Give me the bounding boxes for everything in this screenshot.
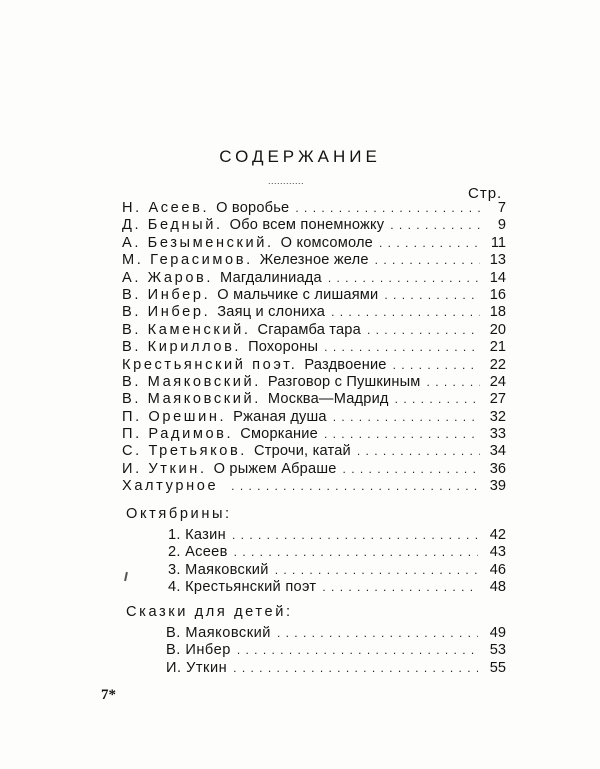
toc-entry	[122, 443, 506, 460]
toc-entry	[122, 426, 506, 443]
page-title: СОДЕРЖАНИЕ	[219, 147, 381, 166]
entry-author: В. Маяковский.	[122, 373, 261, 390]
entry-author: А. Безыменский.	[122, 234, 274, 251]
entry-author: В. Инбер.	[122, 286, 211, 303]
entry-page: 36	[489, 460, 506, 477]
dot-leader	[393, 357, 480, 374]
toc-subentry	[166, 625, 506, 642]
entry-author: Крестьянский поэт.	[122, 356, 298, 373]
entry-work: Магдалиниада	[220, 269, 322, 286]
entry-author: И. Уткин.	[122, 460, 207, 477]
toc-entry	[122, 252, 506, 269]
entry-page: 14	[489, 269, 506, 286]
toc-entry	[122, 461, 506, 478]
dot-leader	[333, 409, 480, 426]
toc-entry	[122, 409, 506, 426]
entry-work: Разговор с Пушкиным	[267, 373, 421, 390]
entry-author: В. Кириллов.	[122, 339, 242, 356]
entry-work: Строчи, катай	[253, 443, 351, 460]
subentry-page: 49	[489, 625, 506, 641]
toc-entry	[122, 339, 506, 356]
subentry-label: 4. Крестьянский поэт	[168, 579, 317, 596]
entry-work: Похороны	[248, 339, 319, 356]
entry-author: В. Каменский.	[122, 321, 251, 338]
entry-page: 11	[490, 234, 506, 251]
entry-work: Обо всем понемножку	[229, 217, 385, 234]
dot-leader	[343, 461, 480, 478]
entry-page: 24	[489, 373, 506, 390]
subentry-page: 48	[489, 579, 506, 596]
toc-entry	[122, 304, 506, 321]
octobriny-list	[168, 527, 506, 597]
subentry-label: И. Уткин	[166, 659, 228, 676]
subentry-label: 3. Маяковский	[168, 561, 269, 578]
dot-leader	[375, 252, 480, 269]
subentry-page: 46	[489, 561, 506, 578]
subentry-label: 2. Асеев	[168, 544, 228, 561]
entry-work: О воробье	[216, 200, 290, 216]
dot-leader	[324, 426, 480, 443]
entry-page: 9	[497, 217, 506, 234]
toc-subentry	[168, 544, 506, 561]
subentry-label: В. Маяковский	[166, 625, 271, 641]
toc-subentry	[168, 527, 506, 544]
entry-author: Д. Бедный.	[122, 217, 223, 234]
entry-page: 27	[489, 391, 506, 408]
entry-author: Н. Асеев.	[122, 200, 210, 216]
entry-work: Москва—Мадрид	[267, 391, 389, 408]
toc-entry	[122, 217, 506, 234]
entry-work: О комсомоле	[280, 234, 373, 251]
entry-work: Ржаная душа	[233, 408, 327, 425]
print-speck	[124, 572, 128, 581]
toc-subentry	[168, 562, 506, 579]
toc-entry	[122, 478, 506, 495]
toc-subentry	[166, 642, 506, 659]
entry-work: О рыжем Абраше	[213, 460, 337, 477]
entry-work: Сморкание	[240, 426, 318, 443]
entry-page: 20	[489, 321, 506, 338]
dot-leader	[427, 374, 480, 391]
dot-leader	[277, 625, 478, 642]
entry-author: В. Инбер.	[122, 304, 211, 321]
toc-entry	[122, 200, 506, 217]
entry-author: В. Маяковский.	[122, 391, 261, 408]
entry-page: 13	[489, 252, 506, 269]
entry-page: 39	[489, 478, 506, 495]
title-underline-dots: ............	[268, 176, 305, 186]
toc-entry	[122, 270, 506, 287]
entry-author: А. Жаров.	[122, 269, 214, 286]
dot-leader	[331, 304, 480, 321]
toc-entry	[122, 357, 506, 374]
dot-leader	[275, 562, 478, 579]
entry-author: П. Радимов.	[122, 426, 234, 443]
entry-page: 7	[497, 200, 506, 216]
entry-page: 21	[489, 339, 506, 356]
toc-entry	[122, 391, 506, 408]
toc-entry	[122, 374, 506, 391]
entry-work: О мальчике с лишаями	[217, 286, 379, 303]
dot-leader	[232, 527, 478, 544]
entry-page: 16	[489, 286, 506, 303]
entry-author: М. Герасимов.	[122, 252, 253, 269]
subentry-page: 42	[489, 527, 506, 543]
toc-entry	[122, 235, 506, 252]
dot-leader	[328, 270, 480, 287]
entry-work: Железное желе	[259, 252, 369, 269]
dot-leader	[233, 660, 478, 677]
subentry-label: 1. Казин	[168, 527, 226, 543]
entry-work: Сгарамба тара	[257, 321, 361, 338]
toc-subentry	[168, 579, 506, 596]
dot-leader	[384, 287, 480, 304]
dot-leader	[357, 443, 480, 460]
entry-author: Халтурное	[122, 478, 219, 495]
page-signature-mark: 7*	[101, 687, 116, 703]
entry-page: 34	[489, 443, 506, 460]
subentry-page: 43	[489, 544, 506, 561]
fairy-tales-list	[166, 625, 506, 677]
toc-entry	[122, 322, 506, 339]
dot-leader	[367, 322, 480, 339]
entry-page: 32	[489, 408, 506, 425]
entry-work: Заяц и слониха	[217, 304, 326, 321]
dot-leader	[234, 544, 478, 561]
entry-author: П. Орешин.	[122, 408, 227, 425]
entry-page: 33	[489, 426, 506, 443]
subentry-label: В. Инбер	[166, 642, 231, 659]
fairy-tales-heading: Сказки для детей:	[126, 604, 293, 620]
dot-leader	[395, 391, 480, 408]
toc-list	[122, 200, 506, 496]
subentry-page: 53	[489, 642, 506, 659]
entry-work: Раздвоение	[304, 356, 387, 373]
dot-leader	[379, 235, 480, 252]
dot-leader	[322, 579, 478, 596]
dot-leader	[390, 217, 480, 234]
toc-entry	[122, 287, 506, 304]
subentry-page: 55	[489, 659, 506, 676]
dot-leader	[324, 339, 480, 356]
dot-leader	[231, 478, 480, 495]
octobriny-heading: Октябрины:	[126, 506, 232, 522]
entry-page: 22	[489, 356, 506, 373]
dot-leader	[237, 642, 478, 659]
page-column-header: Стр.	[468, 185, 503, 202]
entry-page: 18	[489, 304, 506, 321]
toc-subentry	[166, 660, 506, 677]
entry-author: С. Третьяков.	[122, 443, 247, 460]
dot-leader	[295, 200, 480, 217]
